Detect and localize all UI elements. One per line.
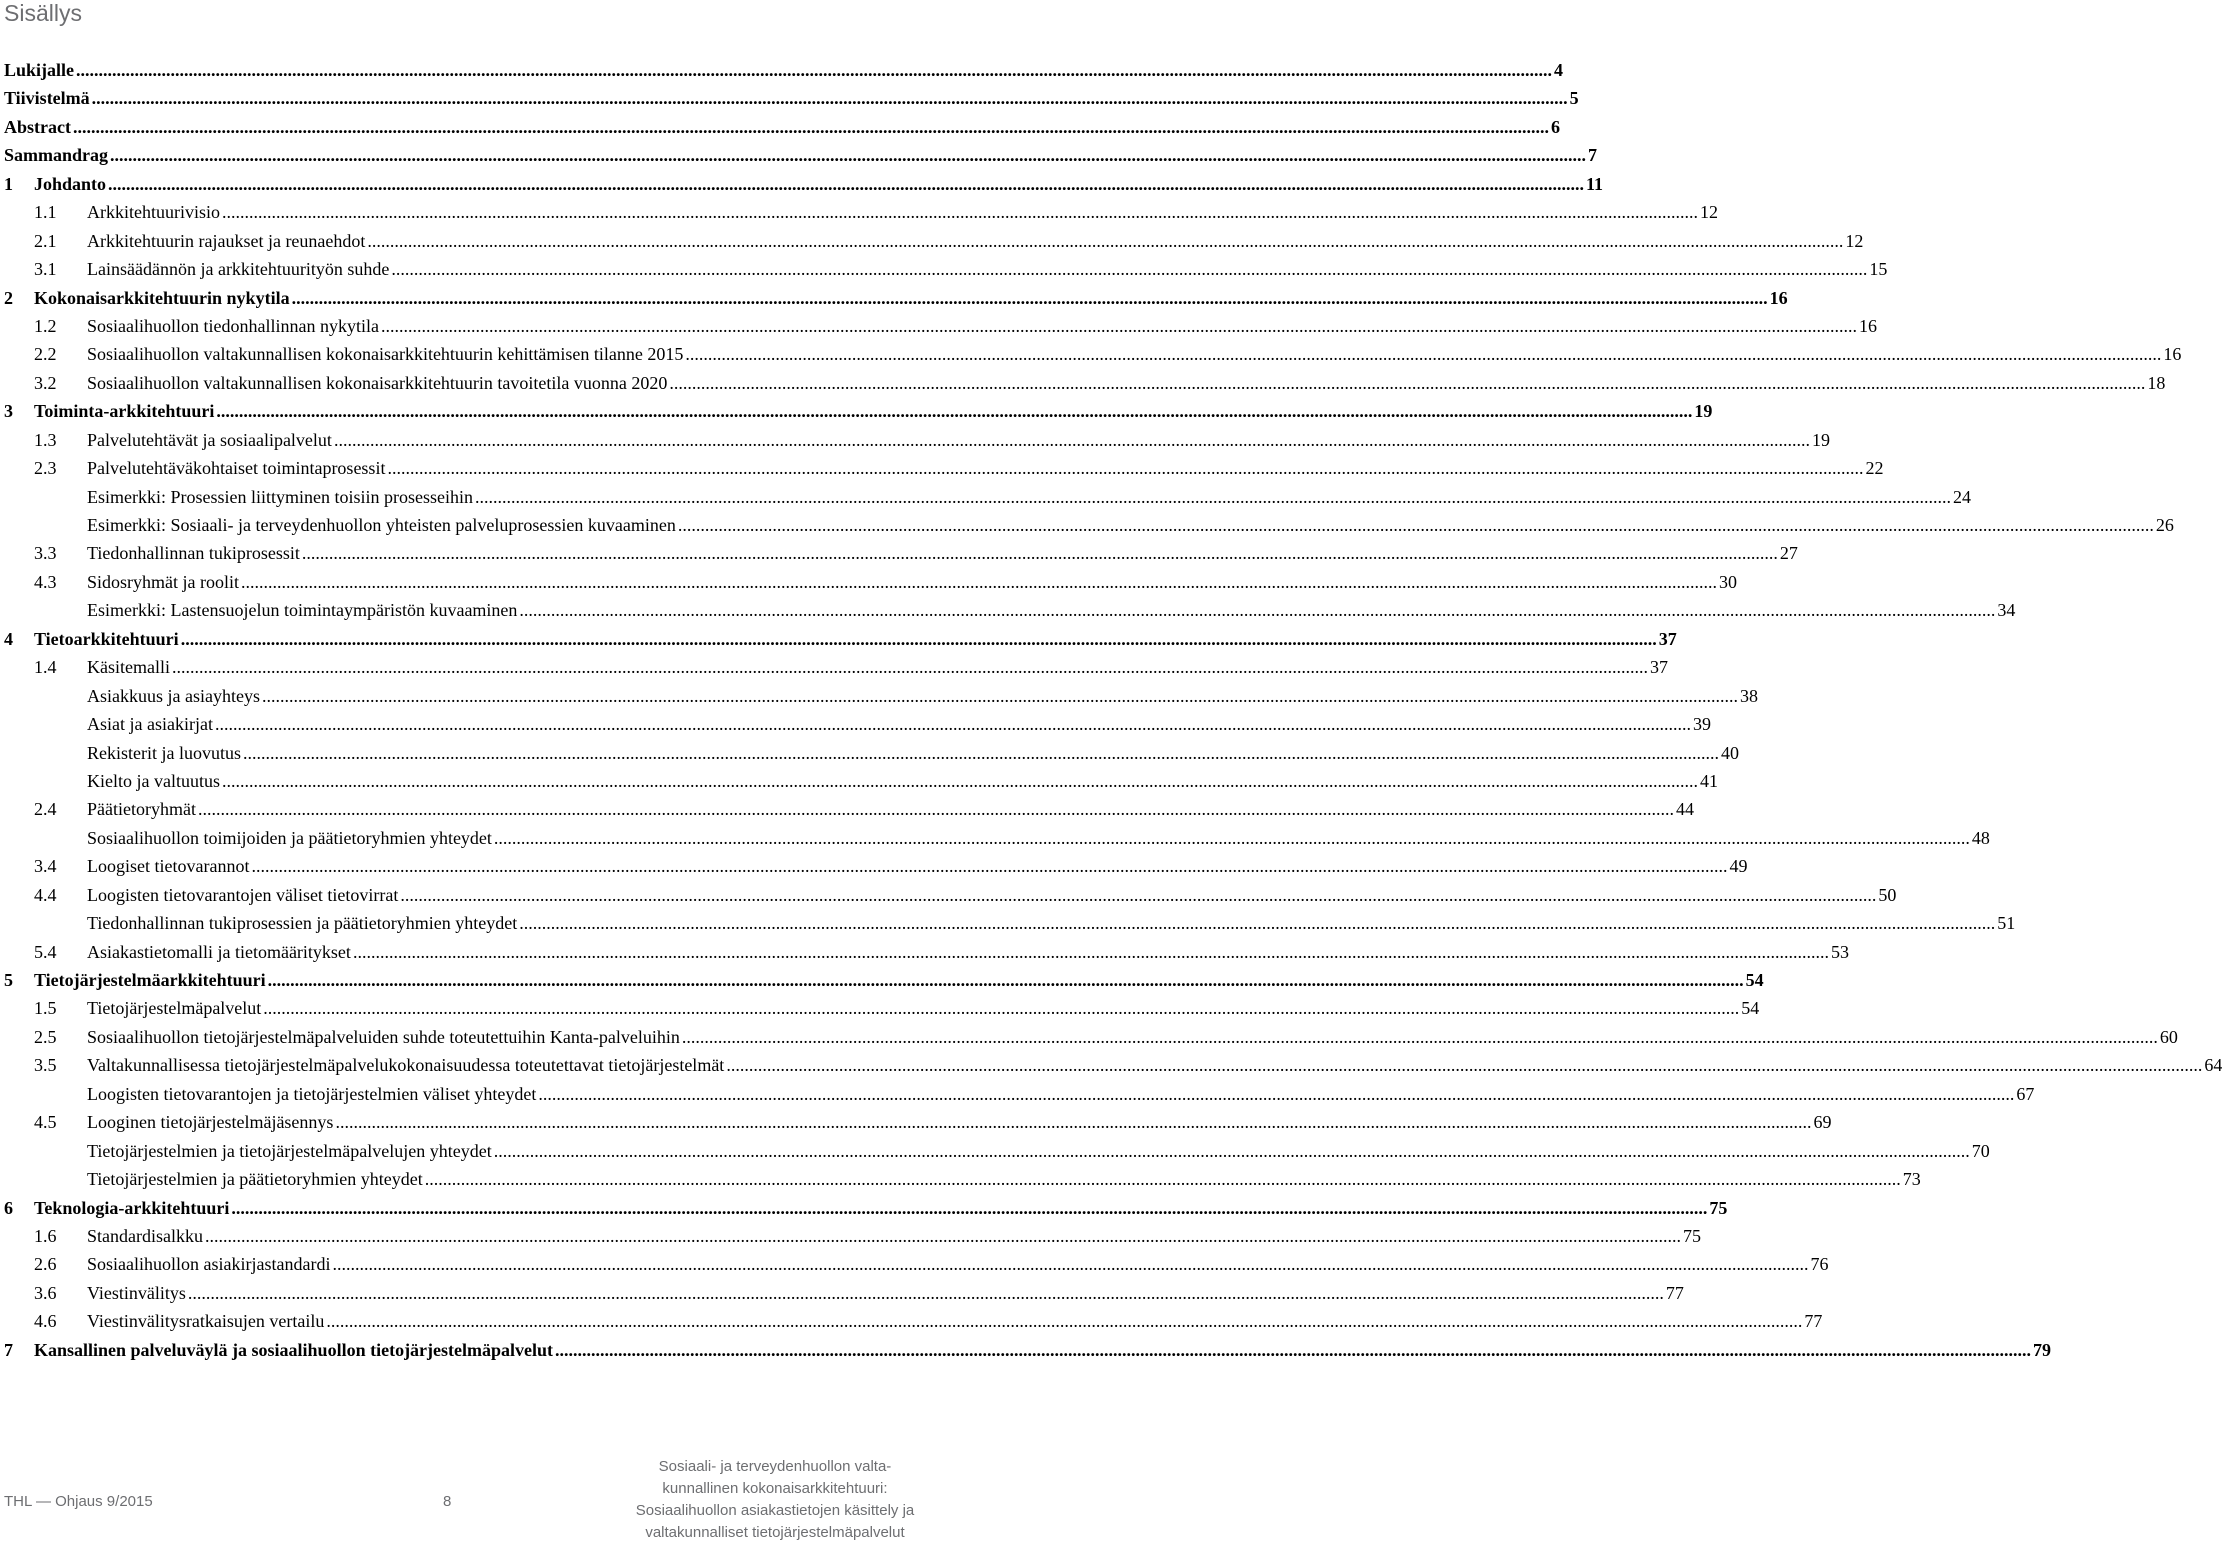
- toc-dot-leader: [494, 1137, 1970, 1165]
- toc-entry-page: 39: [1692, 714, 1711, 735]
- toc-entry-title: Tiedonhallinnan tukiprosessit: [87, 543, 300, 564]
- toc-entry[interactable]: [4, 284, 1788, 312]
- toc-entry-page: 48: [1971, 827, 1990, 848]
- toc-dot-leader: [92, 84, 1568, 112]
- toc-entry[interactable]: [4, 227, 1864, 255]
- toc-entry-page: 69: [1813, 1112, 1832, 1133]
- toc-entry[interactable]: [4, 966, 1764, 994]
- toc-entry-title: Sammandrag: [4, 145, 109, 166]
- toc-entry-number: 3.6: [34, 1282, 57, 1303]
- toc-entry-number: 5: [4, 970, 13, 990]
- toc-entry-title: Tiedonhallinnan tukiprosessien ja päätietoryhmien yhteydet: [87, 913, 518, 934]
- toc-entry-title: Käsitemalli: [87, 657, 170, 678]
- toc-dot-leader: [326, 1307, 1802, 1335]
- toc-entry[interactable]: [4, 397, 1713, 425]
- toc-entry[interactable]: [4, 539, 1798, 567]
- footer-title-line: Sosiaali- ja terveydenhuollon valta-: [658, 1458, 892, 1475]
- toc-dot-leader: [302, 539, 1778, 567]
- toc-entry-number: 1.2: [34, 315, 57, 336]
- table-of-contents: [4, 56, 2222, 1364]
- toc-entry[interactable]: [4, 568, 1737, 596]
- toc-entry-title: Tietojärjestelmien ja päätietoryhmien yhteydet: [87, 1169, 423, 1190]
- toc-entry-number: 4.3: [34, 571, 57, 592]
- toc-entry-page: 70: [1971, 1140, 1990, 1161]
- toc-entry-page: 76: [1810, 1254, 1829, 1275]
- toc-entry-number: 1.4: [34, 657, 57, 678]
- toc-entry-page: 50: [1878, 884, 1897, 905]
- footer-title-line: Sosiaalihuollon asiakastietojen käsittely ja: [635, 1502, 915, 1519]
- toc-entry-page: 37: [1658, 628, 1677, 649]
- toc-dot-leader: [400, 881, 1876, 909]
- toc-entry[interactable]: [4, 1222, 1701, 1250]
- toc-entry[interactable]: [4, 454, 1884, 482]
- toc-dot-leader: [494, 824, 1970, 852]
- toc-entry[interactable]: [4, 1023, 2178, 1051]
- toc-entry-page: 19: [1694, 401, 1713, 422]
- toc-entry-number: 1.6: [34, 1225, 57, 1246]
- toc-entry[interactable]: [4, 1051, 2222, 1079]
- toc-dot-leader: [678, 511, 2154, 539]
- toc-entry-number: 1: [4, 173, 13, 194]
- toc-dot-leader: [353, 938, 1829, 966]
- toc-entry-title: Loogisten tietovarantojen väliset tietovirrat: [87, 884, 399, 905]
- toc-entry-title: Loogiset tietovarannot: [87, 856, 250, 877]
- toc-entry[interactable]: [4, 84, 1579, 112]
- toc-entry[interactable]: [4, 739, 1739, 767]
- toc-dot-leader: [76, 56, 1552, 84]
- toc-entry-page: 16: [2163, 344, 2182, 365]
- toc-entry[interactable]: [4, 1137, 1990, 1165]
- toc-dot-leader: [726, 1051, 2202, 1079]
- toc-dot-leader: [73, 113, 1549, 141]
- toc-entry-title: Sidosryhmät ja roolit: [87, 571, 239, 592]
- toc-entry[interactable]: [4, 852, 1748, 880]
- toc-entry-title: Johdanto: [34, 173, 107, 194]
- toc-entry-page: 12: [1700, 202, 1718, 223]
- toc-entry-page: 16: [1858, 315, 1877, 336]
- toc-entry-page: 60: [2159, 1026, 2178, 1047]
- toc-entry-title: Sosiaalihuollon toimijoiden ja päätietoryhmien yhteydet: [87, 827, 492, 848]
- toc-entry-number: 4.6: [34, 1311, 57, 1332]
- toc-dot-leader: [425, 1165, 1901, 1193]
- toc-entry[interactable]: [4, 170, 1604, 198]
- footer-document-title: [610, 1456, 940, 1544]
- toc-dot-leader: [216, 397, 1692, 425]
- toc-entry-page: 54: [1745, 970, 1764, 990]
- footer-page-number: 8: [443, 1493, 452, 1510]
- toc-entry-page: 54: [1741, 998, 1760, 1019]
- toc-dot-leader: [263, 994, 1739, 1022]
- toc-entry-number: 6: [4, 1197, 13, 1218]
- toc-entry[interactable]: [4, 994, 1760, 1022]
- toc-entry-title: Arkkitehtuurivisio: [87, 202, 220, 223]
- toc-dot-leader: [519, 596, 1995, 624]
- toc-entry-title: Päätietoryhmät: [87, 799, 196, 820]
- toc-entry-title: Esimerkki: Prosessien liittyminen toisiin prosesseihin: [87, 486, 473, 507]
- toc-entry-page: 40: [1720, 742, 1739, 763]
- toc-entry[interactable]: [4, 1250, 1829, 1278]
- toc-entry[interactable]: [4, 795, 1694, 823]
- toc-dot-leader: [110, 141, 1586, 169]
- toc-entry-number: 3.4: [34, 856, 57, 877]
- toc-entry-title: Sosiaalihuollon valtakunnallisen kokonaisarkkitehtuurin tavoitetila vuonna 2020: [87, 372, 668, 393]
- toc-entry-page: 53: [1830, 941, 1849, 962]
- toc-dot-leader: [387, 454, 1863, 482]
- toc-dot-leader: [367, 227, 1843, 255]
- toc-entry-number: 3.2: [34, 372, 57, 393]
- toc-entry-page: 67: [2016, 1083, 2035, 1104]
- toc-entry-page: 18: [2147, 372, 2166, 393]
- toc-entry[interactable]: [4, 198, 1718, 226]
- toc-entry[interactable]: [4, 881, 1897, 909]
- toc-entry-title: Sosiaalihuollon tietojärjestelmäpalveluiden suhde toteutettuihin Kanta-palveluihin: [87, 1026, 680, 1047]
- toc-entry-page: 73: [1902, 1169, 1921, 1190]
- toc-entry[interactable]: [4, 1080, 2035, 1108]
- toc-entry-title: Kokonaisarkkitehtuurin nykytila: [34, 287, 290, 308]
- toc-entry-title: Toiminta-arkkitehtuuri: [34, 401, 215, 422]
- toc-entry-title: Sosiaalihuollon tiedonhallinnan nykytila: [87, 315, 379, 336]
- toc-entry-number: 3.1: [34, 259, 57, 280]
- toc-entry-page: 5: [1569, 88, 1579, 109]
- toc-entry-page: 77: [1665, 1282, 1684, 1303]
- toc-entry-title: Esimerkki: Lastensuojelun toimintaympäristön kuvaaminen: [87, 600, 518, 621]
- page-title: Sisällys: [4, 0, 82, 26]
- toc-entry-number: 5.4: [34, 941, 57, 962]
- toc-entry-number: 2.4: [34, 799, 57, 820]
- toc-entry-title: Esimerkki: Sosiaali- ja terveydenhuollon yhteisten palveluprosessien kuvaaminen: [87, 515, 676, 535]
- toc-entry[interactable]: [4, 1108, 1832, 1136]
- toc-entry[interactable]: [4, 682, 1758, 710]
- toc-entry-number: 1.5: [34, 998, 57, 1019]
- toc-entry-page: 11: [1586, 173, 1604, 194]
- toc-dot-leader: [172, 653, 1648, 681]
- toc-entry-number: 3: [4, 401, 13, 422]
- toc-dot-leader: [685, 340, 2161, 368]
- toc-entry[interactable]: [4, 938, 1849, 966]
- toc-entry-page: 49: [1729, 856, 1748, 877]
- toc-entry-title: Lainsäädännön ja arkkitehtuurityön suhde: [87, 259, 390, 280]
- toc-dot-leader: [108, 170, 1584, 198]
- toc-entry[interactable]: [4, 1194, 1728, 1222]
- toc-dot-leader: [682, 1023, 2158, 1051]
- toc-dot-leader: [292, 284, 1768, 312]
- toc-entry-page: 15: [1869, 259, 1888, 280]
- toc-dot-leader: [241, 568, 1717, 596]
- toc-entry-title: Asiat ja asiakirjat: [87, 714, 213, 735]
- toc-entry-number: 1.3: [34, 429, 57, 450]
- toc-entry-title: Loogisten tietovarantojen ja tietojärjestelmien väliset yhteydet: [87, 1083, 537, 1104]
- toc-entry-page: 26: [2155, 515, 2174, 535]
- toc-entry-title: Asiakkuus ja asiayhteys: [87, 685, 260, 706]
- toc-entry-page: 38: [1739, 685, 1758, 706]
- toc-entry-number: 4: [4, 628, 13, 649]
- toc-entry-page: 34: [1997, 600, 2016, 621]
- toc-dot-leader: [222, 198, 1698, 226]
- toc-entry-title: Tietojärjestelmäpalvelut: [87, 998, 262, 1019]
- toc-entry-page: 41: [1699, 770, 1718, 791]
- toc-entry[interactable]: [4, 141, 1598, 169]
- toc-entry-number: 2.5: [34, 1026, 57, 1047]
- toc-dot-leader: [222, 767, 1698, 795]
- toc-entry[interactable]: [4, 625, 1677, 653]
- toc-entry-page: 64: [2204, 1055, 2222, 1076]
- toc-entry-number: 3.3: [34, 543, 57, 564]
- toc-dot-leader: [475, 483, 1951, 511]
- footer-title-line: kunnallinen kokonaisarkkitehtuuri:: [662, 1480, 888, 1497]
- toc-entry[interactable]: [4, 824, 1990, 852]
- toc-entry[interactable]: [4, 255, 1888, 283]
- toc-entry[interactable]: [4, 511, 2174, 539]
- toc-entry-title: Looginen tietojärjestelmäjäsennys: [87, 1112, 334, 1133]
- toc-entry-title: Standardisalkku: [87, 1225, 203, 1246]
- toc-entry-page: 75: [1682, 1225, 1701, 1246]
- toc-entry-number: 2.3: [34, 458, 57, 479]
- toc-entry-title: Viestinvälitys: [87, 1282, 186, 1303]
- toc-dot-leader: [198, 795, 1674, 823]
- toc-entry-title: Lukijalle: [4, 60, 75, 80]
- toc-dot-leader: [188, 1279, 1664, 1307]
- toc-dot-leader: [243, 739, 1719, 767]
- toc-entry[interactable]: [4, 1336, 2052, 1364]
- toc-entry-page: 44: [1675, 799, 1694, 820]
- toc-entry[interactable]: [4, 312, 1877, 340]
- toc-entry-title: Sosiaalihuollon valtakunnallisen kokonaisarkkitehtuurin kehittämisen tilanne 2015: [87, 344, 684, 365]
- toc-entry-page: 75: [1709, 1197, 1728, 1218]
- toc-entry[interactable]: [4, 653, 1668, 681]
- toc-dot-leader: [262, 682, 1738, 710]
- footer-title-line: valtakunnalliset tietojärjestelmäpalvelut: [645, 1524, 905, 1541]
- toc-dot-leader: [335, 1108, 1811, 1136]
- toc-entry-title: Tiivistelmä: [4, 88, 90, 109]
- toc-entry-page: 6: [1550, 116, 1560, 137]
- toc-dot-leader: [391, 255, 1867, 283]
- toc-entry-number: 7: [4, 1339, 13, 1360]
- toc-dot-leader: [205, 1222, 1681, 1250]
- toc-dot-leader: [519, 909, 1995, 937]
- toc-entry-title: Tietojärjestelmien ja tietojärjestelmäpalvelujen yhteydet: [87, 1140, 492, 1161]
- toc-entry-number: 2: [4, 287, 13, 308]
- toc-entry-page: 4: [1554, 60, 1564, 80]
- toc-entry-title: Tietoarkkitehtuuri: [34, 628, 179, 649]
- toc-dot-leader: [231, 1194, 1707, 1222]
- toc-entry-number: 2.2: [34, 344, 57, 365]
- toc-entry-number: 4.4: [34, 884, 57, 905]
- toc-entry-page: 7: [1588, 145, 1598, 166]
- toc-entry[interactable]: [4, 56, 1564, 84]
- toc-entry-title: Palvelutehtäväkohtaiset toimintaprosessit: [87, 458, 386, 479]
- toc-entry-number: 3.5: [34, 1055, 57, 1076]
- toc-dot-leader: [181, 625, 1657, 653]
- toc-entry[interactable]: [4, 1279, 1684, 1307]
- toc-entry-page: 37: [1649, 657, 1668, 678]
- toc-dot-leader: [669, 369, 2145, 397]
- toc-entry-title: Abstract: [4, 116, 71, 137]
- toc-entry[interactable]: [4, 710, 1711, 738]
- toc-entry-page: 27: [1779, 543, 1798, 564]
- toc-entry-page: 19: [1811, 429, 1830, 450]
- toc-entry-title: Tietojärjestelmäarkkitehtuuri: [34, 970, 266, 990]
- footer-publication: THL — Ohjaus 9/2015: [4, 1493, 153, 1510]
- toc-entry[interactable]: [4, 767, 1718, 795]
- toc-entry[interactable]: [4, 369, 2166, 397]
- toc-entry[interactable]: [4, 340, 2182, 368]
- toc-dot-leader: [251, 852, 1727, 880]
- toc-entry-page: 30: [1719, 571, 1737, 592]
- toc-entry-number: 4.5: [34, 1112, 57, 1133]
- toc-dot-leader: [555, 1336, 2031, 1364]
- toc-entry-title: Asiakastietomalli ja tietomääritykset: [87, 941, 351, 962]
- toc-entry-page: 22: [1865, 458, 1884, 479]
- toc-entry[interactable]: [4, 596, 2016, 624]
- toc-entry-page: 12: [1845, 230, 1864, 251]
- toc-dot-leader: [334, 426, 1810, 454]
- toc-entry[interactable]: [4, 1307, 1823, 1335]
- toc-entry-title: Palvelutehtävät ja sosiaalipalvelut: [87, 429, 332, 450]
- toc-dot-leader: [538, 1080, 2014, 1108]
- toc-entry-title: Valtakunnallisessa tietojärjestelmäpalvelukokonaisuudessa toteutettavat tietojärjestelmät: [87, 1055, 725, 1076]
- toc-entry-title: Sosiaalihuollon asiakirjastandardi: [87, 1254, 331, 1275]
- toc-entry[interactable]: [4, 1165, 1921, 1193]
- toc-entry-number: 2.1: [34, 230, 57, 251]
- toc-dot-leader: [215, 710, 1691, 738]
- toc-entry-title: Kielto ja valtuutus: [87, 770, 220, 791]
- toc-dot-leader: [332, 1250, 1808, 1278]
- toc-entry-title: Rekisterit ja luovutus: [87, 742, 241, 763]
- toc-entry-page: 24: [1952, 486, 1971, 507]
- toc-entry-title: Kansallinen palveluväylä ja sosiaalihuollon tietojärjestelmäpalvelut: [34, 1339, 554, 1360]
- toc-entry[interactable]: [4, 483, 1971, 511]
- toc-entry-page: 51: [1997, 913, 2016, 934]
- toc-entry-number: 2.6: [34, 1254, 57, 1275]
- toc-dot-leader: [268, 966, 1744, 994]
- toc-entry[interactable]: [4, 426, 1830, 454]
- toc-entry-title: Teknologia-arkkitehtuuri: [34, 1197, 230, 1218]
- toc-entry-page: 79: [2033, 1339, 2052, 1360]
- toc-entry-number: 1.1: [34, 202, 57, 223]
- toc-entry-page: 16: [1769, 287, 1788, 308]
- toc-entry[interactable]: [4, 909, 2016, 937]
- toc-dot-leader: [381, 312, 1857, 340]
- toc-entry-title: Arkkitehtuurin rajaukset ja reunaehdot: [87, 230, 366, 251]
- toc-entry-title: Viestinvälitysratkaisujen vertailu: [87, 1311, 325, 1332]
- toc-entry[interactable]: [4, 113, 1560, 141]
- toc-entry-page: 77: [1804, 1311, 1823, 1332]
